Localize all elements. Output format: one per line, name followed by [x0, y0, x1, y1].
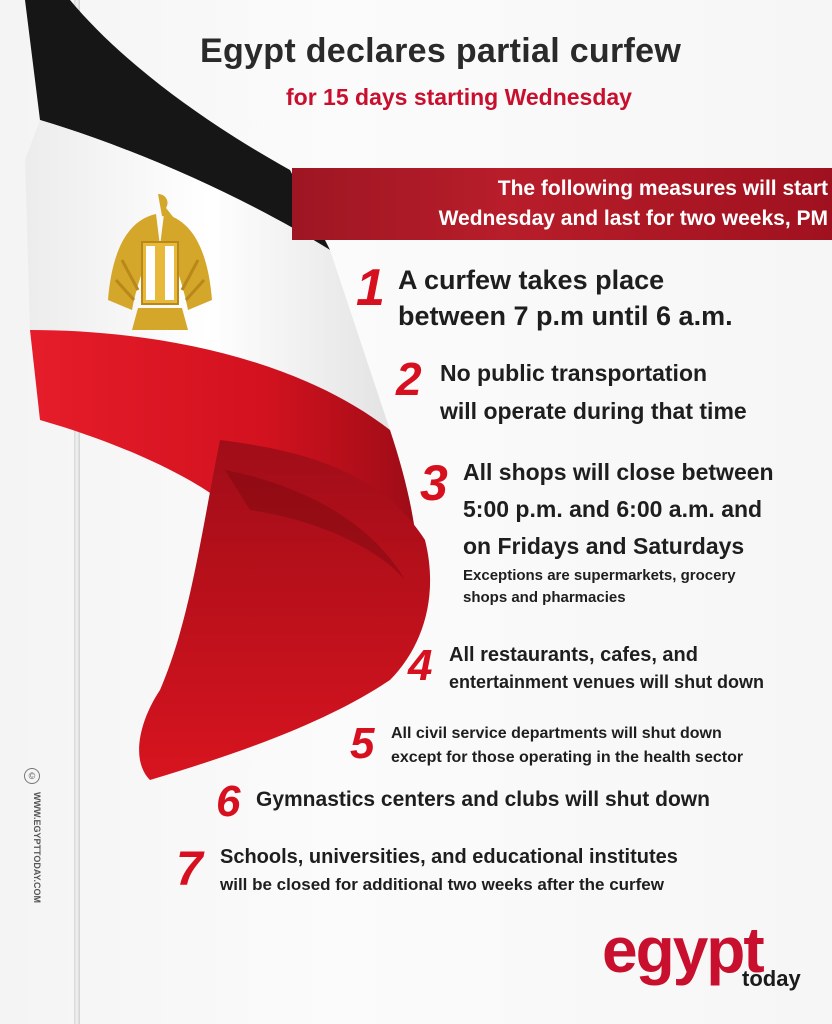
measure-1-number: 1: [356, 259, 385, 317]
measure-6-text: [256, 786, 710, 814]
copyright-icon: ©: [24, 768, 40, 784]
measure-4-line-2: entertainment venues will shut down: [449, 672, 765, 692]
egypt-today-logo-sub: today: [742, 966, 801, 991]
banner-line-2: Wednesday and last for two weeks, PM: [438, 207, 828, 230]
measure-6-number: 6: [216, 777, 241, 826]
measure-5-line-2: except for those operating in the health sector: [391, 749, 744, 766]
measure-3-line-2: 5:00 p.m. and 6:00 a.m. and: [463, 496, 763, 522]
measure-4-text: [449, 642, 764, 696]
measure-2-line-2: will operate during that time: [440, 398, 747, 424]
measure-3-line-1: All shops will close between: [463, 459, 774, 485]
measure-3-number: 3: [420, 455, 448, 511]
measure-3-note: [463, 565, 736, 609]
egypt-flag-icon: [0, 0, 460, 800]
measure-1-line-1: A curfew takes place: [398, 265, 665, 295]
measure-5-line-1: All civil service departments will shut down: [391, 725, 722, 742]
measure-7-line-1: Schools, universities, and educational institutes: [220, 846, 678, 868]
egypt-today-logo-main: egypt: [602, 914, 763, 986]
measure-5-text: [391, 722, 743, 770]
measure-3-line-3: on Fridays and Saturdays: [463, 533, 745, 559]
measure-7-text: [220, 844, 678, 898]
intro-banner-text: [300, 174, 828, 234]
measure-7-number: 7: [176, 843, 203, 896]
measure-3-note-line-2: shops and pharmacies: [463, 589, 626, 606]
svg-text:WWW.EGYPTTODAY.COM: WWW.EGYPTTODAY.COM: [32, 792, 42, 904]
measure-7-line-2: will be closed for additional two weeks after the curfew: [220, 875, 664, 894]
page-subtitle: for 15 days starting Wednesday: [286, 84, 632, 110]
measure-2-line-1: No public transportation: [440, 360, 708, 386]
side-url: [16, 790, 46, 930]
measure-2-text: [440, 354, 747, 430]
measure-1-line-2: between 7 p.m until 6 a.m.: [398, 301, 733, 331]
page-title: Egypt declares partial curfew: [200, 32, 682, 70]
measure-5-number: 5: [350, 719, 375, 768]
measure-2-number: 2: [396, 353, 422, 405]
measure-3-text: [463, 454, 774, 565]
measure-1-text: [398, 262, 733, 334]
banner-line-1: The following measures will start: [497, 177, 828, 200]
measure-3-note-line-1: Exceptions are supermarkets, grocery: [463, 567, 736, 584]
measure-4-number: 4: [408, 641, 433, 690]
measure-4-line-1: All restaurants, cafes, and: [449, 644, 698, 666]
measure-6-line-1: Gymnastics centers and clubs will shut down: [256, 788, 710, 811]
